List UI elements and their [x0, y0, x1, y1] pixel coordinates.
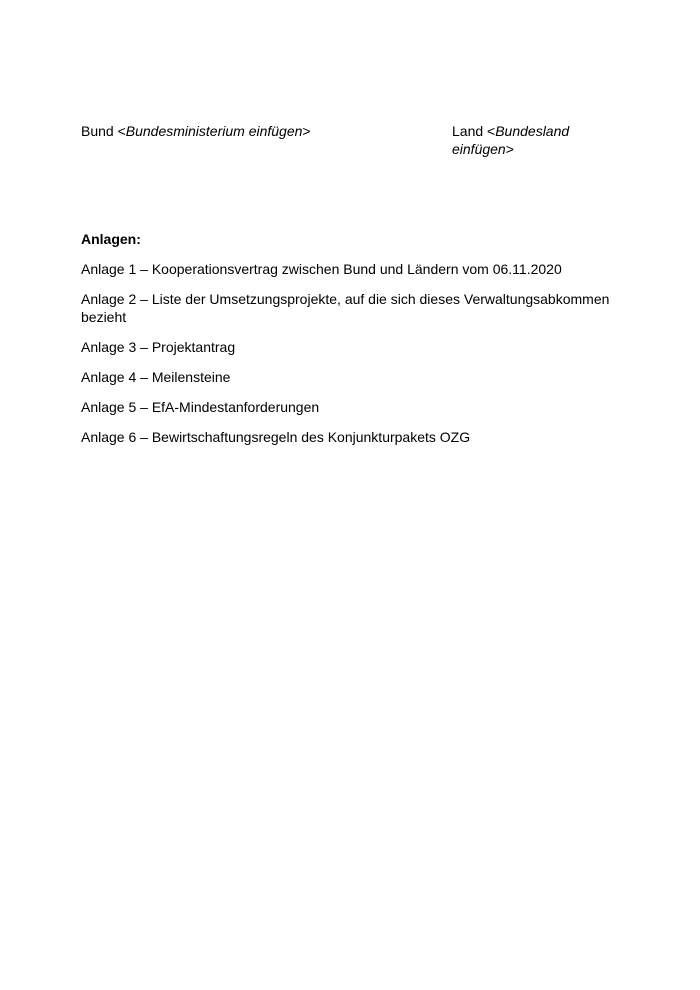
signature-bund-placeholder: Bundesministerium einfügen: [125, 123, 303, 139]
anlage-item-6: Anlage 6 – Bewirtschaftungsregeln des Konjunkturpakets OZG: [81, 429, 471, 445]
anlage-item-2: Anlage 2 – Liste der Umsetzungsprojekte, auf die sich dieses Verwaltungsabkommen bezieht: [81, 291, 610, 325]
signature-bund-suffix: >: [302, 123, 311, 139]
signature-land-prefix: Land <: [452, 123, 496, 139]
anlagen-section: [81, 230, 621, 458]
signature-land-placeholder-line2: einfügen: [452, 141, 506, 157]
anlage-item-3: Anlage 3 – Projektantrag: [81, 339, 236, 355]
anlagen-heading: Anlagen:: [81, 231, 141, 247]
anlage-item-5: Anlage 5 – EfA-Mindestanforderungen: [81, 399, 320, 415]
anlage-item-1: Anlage 1 – Kooperationsvertrag zwischen Bund und Ländern vom 06.11.2020: [81, 261, 562, 277]
signature-bund: [81, 122, 421, 140]
signature-land: [452, 122, 602, 158]
anlage-item-4: Anlage 4 – Meilensteine: [81, 369, 231, 385]
signature-bund-prefix: Bund <: [81, 123, 126, 139]
signature-land-placeholder-line1: Bundesland: [495, 123, 570, 139]
signature-land-suffix: >: [505, 141, 514, 157]
